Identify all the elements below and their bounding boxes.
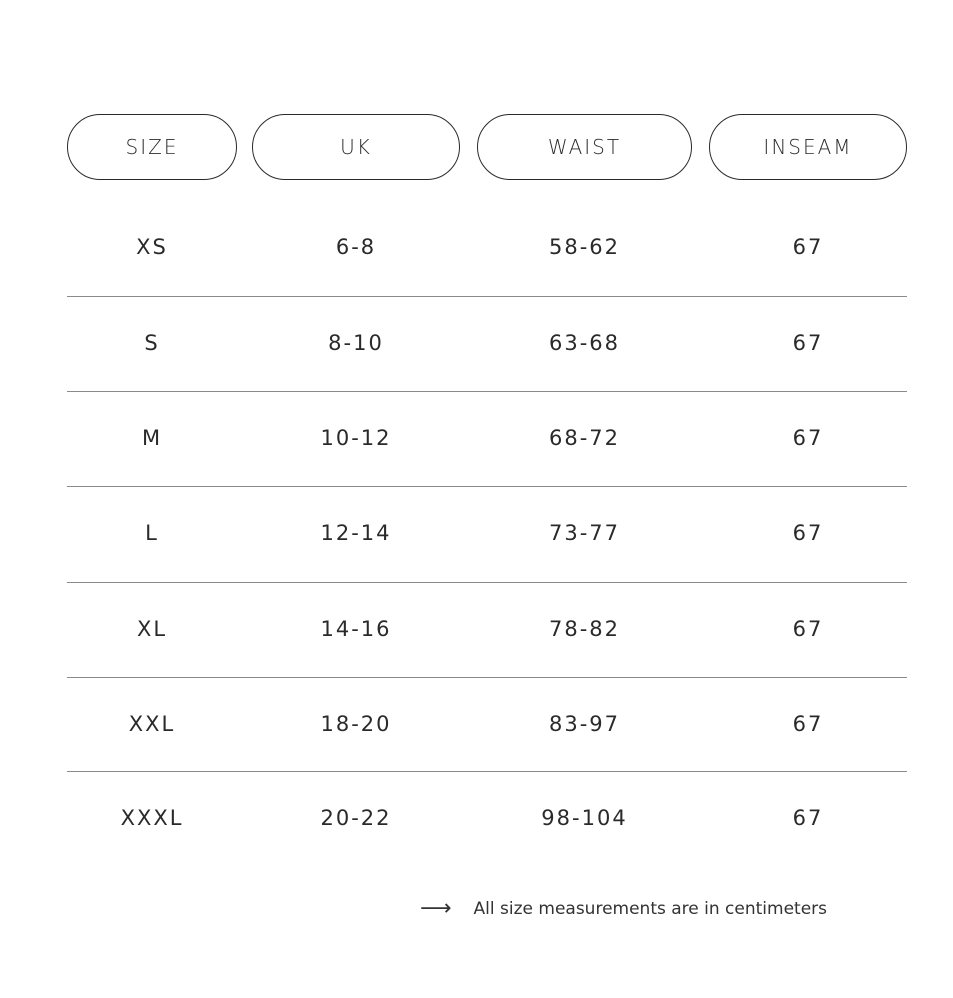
table-row <box>67 581 907 676</box>
cell-waist: 63-68 <box>548 330 621 355</box>
cell-waist: 98-104 <box>541 805 628 830</box>
cell-waist: 78-82 <box>548 616 621 641</box>
cell-uk: 12-14 <box>320 520 392 545</box>
table-row <box>67 676 907 771</box>
cell-uk: 8-10 <box>328 330 384 355</box>
cell-size: XXL <box>128 711 176 736</box>
cell-uk: 20-22 <box>320 805 392 830</box>
cell-size: XS <box>136 234 168 259</box>
header-inseam: INSEAM <box>709 114 907 180</box>
cell-inseam: 67 <box>792 234 824 259</box>
cell-size: S <box>144 330 160 355</box>
cell-inseam: 67 <box>792 520 824 545</box>
measurement-note <box>420 894 827 924</box>
cell-uk: 6-8 <box>335 234 377 259</box>
table-row <box>67 390 907 485</box>
cell-inseam: 67 <box>792 330 824 355</box>
cell-waist: 73-77 <box>548 520 621 545</box>
cell-inseam: 67 <box>792 616 824 641</box>
table-row <box>67 485 907 580</box>
arrow-right-icon: ⟶ <box>420 896 452 921</box>
cell-waist: 58-62 <box>548 234 621 259</box>
cell-size: XXXL <box>120 805 184 830</box>
cell-waist: 68-72 <box>548 425 621 450</box>
cell-size: XL <box>136 616 168 641</box>
cell-inseam: 67 <box>792 805 824 830</box>
table-row <box>67 199 907 294</box>
cell-uk: 14-16 <box>320 616 392 641</box>
header-size: SIZE <box>67 114 237 180</box>
cell-size: L <box>145 520 159 545</box>
cell-size: M <box>141 425 163 450</box>
table-row <box>67 770 907 865</box>
table-row <box>67 295 907 390</box>
cell-inseam: 67 <box>792 425 824 450</box>
header-waist: WAIST <box>477 114 692 180</box>
cell-uk: 10-12 <box>320 425 392 450</box>
measurement-note-text: All size measurements are in centimeters <box>473 899 828 919</box>
cell-waist: 83-97 <box>548 711 621 736</box>
cell-uk: 18-20 <box>320 711 392 736</box>
cell-inseam: 67 <box>792 711 824 736</box>
header-uk: UK <box>252 114 460 180</box>
